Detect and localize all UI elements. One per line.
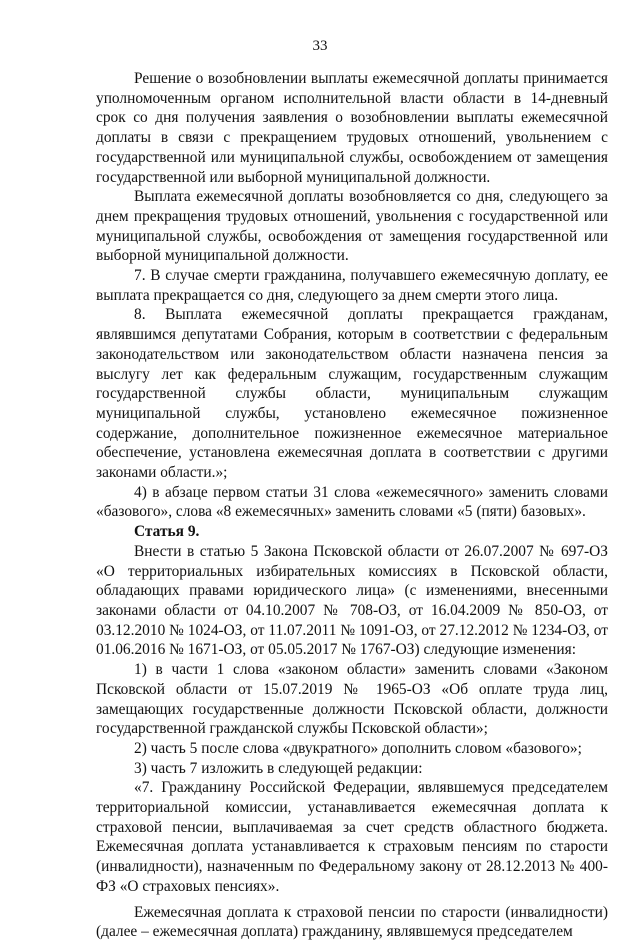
paragraph: 7. В случае смерти гражданина, получавшего ежемесячную доплату, ее выплата прекращается со дня, следующего за днем смерти этого лица. (96, 267, 608, 304)
paragraph: Ежемесячная доплата к страховой пенсии по старости (инвалидности) (далее – ежемесячная доплата) гражданину, являвшемуся председателем (96, 903, 608, 941)
paragraph: 3) часть 7 изложить в следующей редакции: (134, 759, 423, 777)
paragraph: «7. Гражданину Российской Федерации, являвшемуся председателем территориальной комиссии, устанавливается ежемесячная доплата к страховой пенсии, выплачиваемая за счет средств областного бюджета. Ежемесячная доплата устанавливается к страховым пенсиям по старости (инвалидности), назначенным по Федеральному закону от 28.12.2013 № 400-ФЗ «О страховых пенсиях». (96, 779, 608, 895)
paragraph: 1) в части 1 слова «законом области» заменить словами «Законом Псковской области от 15.07.2019 № 1965-ОЗ «Об оплате труда лиц, замещающих государственные должности Псковской области, должности государственной гражданской службы Псковской области»; (96, 661, 608, 738)
paragraph: 2) часть 5 после слова «двукратного» дополнить словом «базового»; (134, 739, 582, 757)
paragraph: Выплата ежемесячной доплаты возобновляется со дня, следующего за днем прекращения трудовых отношений, увольнения с государственной или муниципальной службы, освобождения от замещения государственной или выборной муниципальной должности. (96, 188, 608, 265)
paragraph: Решение о возобновлении выплаты ежемесячной доплаты принимается уполномоченным органом исполнительной власти области в 14-дневный срок со дня получения заявления о возобновлении выплаты ежемесячной доплаты в связи с прекращением трудовых отношений, увольнением с государственной или муниципальной службы, освобождением от замещения государственной или выборной муниципальной должности. (96, 70, 608, 186)
document-body (96, 69, 608, 942)
paragraph: Внести в статью 5 Закона Псковской области от 26.07.2007 № 697-ОЗ «О территориальных избирательных комиссиях в Псковской области, обладающих правами юридического лица» (с изменениями, внесенными законами области от 04.10.2007 № 708-ОЗ, от 16.04.2009 № 850-ОЗ, от 03.12.2010 № 1024-ОЗ, от 11.07.2011 № 1091-ОЗ, от 27.12.2012 № 1234-ОЗ, от 01.06.2016 № 1671-ОЗ, от 05.05.2017 № 1767-ОЗ) следующие изменения: (96, 542, 608, 659)
paragraph: 4) в абзаце первом статьи 31 слова «ежемесячного» заменить словами «базового», слова «8 ежемесячных» заменить словами «5 (пяти) базовых». (96, 483, 608, 521)
paragraph: 8. Выплата ежемесячной доплаты прекращается гражданам, являвшимся депутатами Собрания, которым в соответствии с федеральным законодательством или законодательством области назначена пенсия за выслугу лет как федеральным служащим, государственным служащим государственной службы области, муниципальным служащим муниципальной службы, установлено ежемесячное пожизненное содержание, дополнительное пожизненное ежемесячное материальное обеспечение, установлена ежемесячная доплата в соответствии с другими законами области.»; (96, 306, 608, 482)
page-number: 33 (312, 38, 328, 54)
article-heading: Статья 9. (134, 523, 200, 541)
